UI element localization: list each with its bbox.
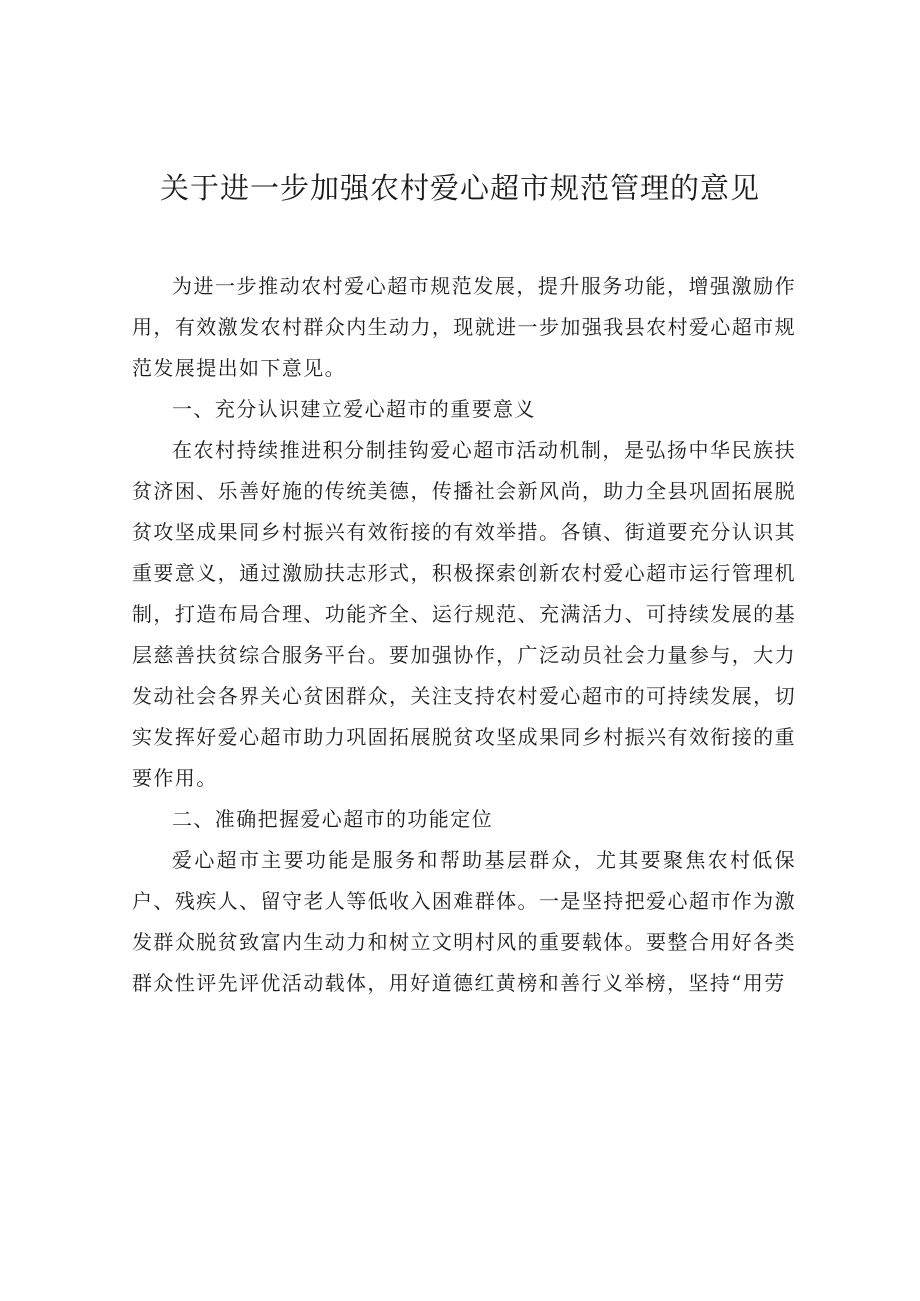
section-1-heading: 一、充分认识建立爱心超市的重要意义 — [172, 397, 536, 421]
section-2-paragraph: 爱心超市主要功能是服务和帮助基层群众，尤其要聚焦农村低保户、残疾人、留守老人等低收入困难群体。一是坚持把爱心超市作为激发群众脱贫致富内生动力和树立文明村风的重要载体。要整合用好各类群众性评先评优活动载体，用好道德红黄榜和善行义举榜，坚持“用劳 — [132, 848, 796, 995]
document-title: 关于进一步加强农村爱心超市规范管理的意见 — [159, 171, 760, 205]
intro-paragraph: 为进一步推动农村爱心超市规范发展，提升服务功能，增强激励作用，有效激发农村群众内生动力，现就进一步加强我县农村爱心超市规范发展提出如下意见。 — [132, 274, 796, 380]
section-1-paragraph: 在农村持续推进积分制挂钩爱心超市活动机制，是弘扬中华民族扶贫济困、乐善好施的传统美德，传播社会新风尚，助力全县巩固拓展脱贫攻坚成果同乡村振兴有效衔接的有效举措。各镇、街道要充分认识其重要意义，通过激励扶志形式，积极探索创新农村爱心超市运行管理机制，打造布局合理、功能齐全、运行规范、充满活力、可持续发展的基层慈善扶贫综合服务平台。要加强协作，广泛动员社会力量参与，大力发动社会各界关心贫困群众，关注支持农村爱心超市的可持续发展，切实发挥好爱心超市助力巩固拓展脱贫攻坚成果同乡村振兴有效衔接的重要作用。 — [132, 438, 796, 790]
document-body — [132, 266, 796, 1004]
section-2-heading: 二、准确把握爱心超市的功能定位 — [172, 807, 493, 831]
